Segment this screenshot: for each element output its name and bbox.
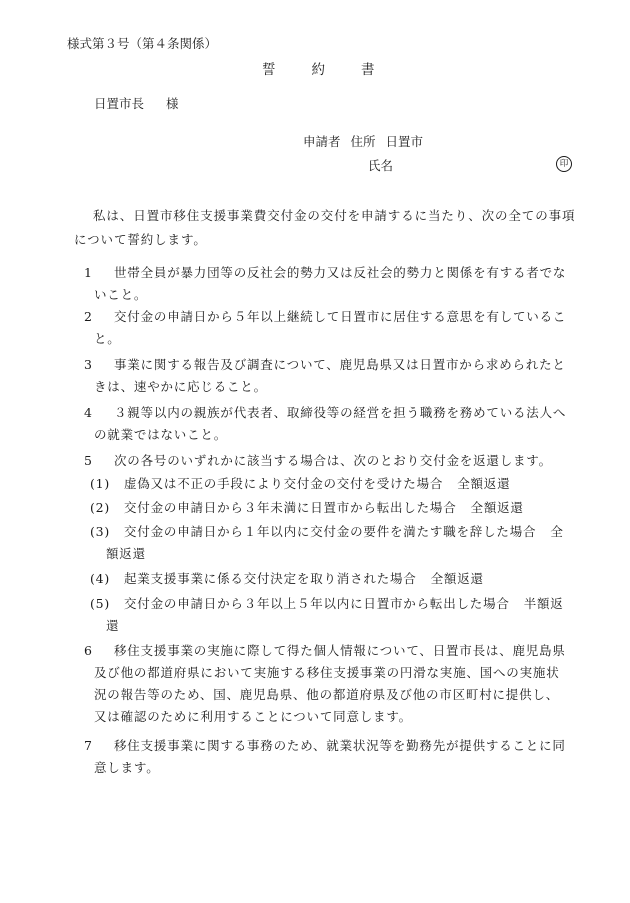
item-text-cont: 及び他の都道府県において実施する移住支援事業の円滑な実施、国への実施状 [94,665,560,680]
item-text: 交付金の申請日から５年以上継続して日置市に居住する意思を有しているこ [114,309,567,324]
case-result-cont: 額返還 [106,546,146,561]
item-number: 3 [84,357,93,372]
oath-item-3 [84,354,590,398]
case-result: 全額返還 [470,500,524,515]
name-label: 氏名 [368,158,394,173]
item-text: 移住支援事業に関する事務のため、就業状況等を勤務先が提供することに同 [114,738,566,753]
applicant-name-row [368,157,393,175]
case-result: 半額返 [523,596,564,611]
case-number: (3) [90,524,111,539]
refund-case-4 [90,568,590,590]
case-number: (4) [90,571,111,586]
item-text: 次の各号のいずれかに該当する場合は、次のとおり交付金を返還します。 [114,453,552,468]
item-text: ３親等以内の親族が代表者、取締役等の経営を担う職務を務めている法人へ [114,405,567,420]
intro-paragraph: 私は、日置市移住支援事業費交付金の交付を申請するに当たり、次の全ての事項について誓約します。 [74,208,576,247]
address-value: 日置市 [385,134,424,149]
item-number: 1 [84,265,93,280]
case-text: 虚偽又は不正の手段により交付金の交付を受けた場合 [124,476,444,491]
case-number: (2) [90,500,111,515]
case-result: 全額返還 [457,476,511,491]
recipient-name: 日置市長 [94,96,145,111]
case-result: 全額返還 [430,571,484,586]
document-title: 誓約書 [262,62,411,78]
case-result-cont: 還 [106,618,120,633]
item-text-cont: きは、速やかに応じること。 [94,379,267,394]
item-text-cont: 況の報告等のため、国、鹿児島県、他の都道府県及び他の市区町村に提供し、 [94,687,560,702]
item-text-cont: と。 [94,331,121,346]
case-text: 交付金の申請日から３年未満に日置市から転出した場合 [124,500,457,515]
item-text: 移住支援事業の実施に際して得た個人情報について、日置市長は、鹿児島県 [114,643,566,658]
item-text-cont: 又は確認のために利用することについて同意します。 [94,709,412,724]
item-number: 5 [84,453,93,468]
recipient-honorific: 様 [166,96,179,111]
item-text-cont: の就業ではないこと。 [94,427,228,442]
item-number: 2 [84,309,93,324]
case-text: 交付金の申請日から１年以内に交付金の要件を満たす職を辞した場合 [124,524,537,539]
item-text: 事業に関する報告及び調査について、鹿児島県又は日置市から求められたと [114,357,566,372]
refund-case-5 [90,593,590,637]
form-number: 様式第３号（第４条関係） [67,36,218,51]
oath-item-1 [84,262,590,306]
oath-item-7 [84,735,590,779]
applicant-label: 申請者 [303,134,341,149]
oath-item-2 [84,306,590,350]
case-number: (1) [90,476,111,491]
case-number: (5) [90,596,111,611]
oath-item-6 [84,640,590,728]
refund-case-2 [90,497,590,519]
oath-item-4 [84,402,590,446]
applicant-address-row [303,133,433,151]
case-result: 全 [550,524,564,539]
item-text: 世帯全員が暴力団等の反社会的勢力又は反社会的勢力と関係を有する者でな [114,265,567,280]
seal-icon: 印 [556,156,572,172]
item-text-cont: いこと。 [94,287,148,302]
address-label: 住所 [350,134,376,149]
oath-item-5 [84,450,590,472]
refund-case-1 [90,473,590,495]
refund-case-3 [90,521,590,565]
item-number: 4 [84,405,93,420]
item-text-cont: 意します。 [94,760,160,775]
item-number: 6 [84,643,93,658]
item-number: 7 [84,738,93,753]
case-text: 起業支援事業に係る交付決定を取り消された場合 [124,571,417,586]
recipient [94,95,179,113]
case-text: 交付金の申請日から３年以上５年以内に日置市から転出した場合 [124,596,510,611]
